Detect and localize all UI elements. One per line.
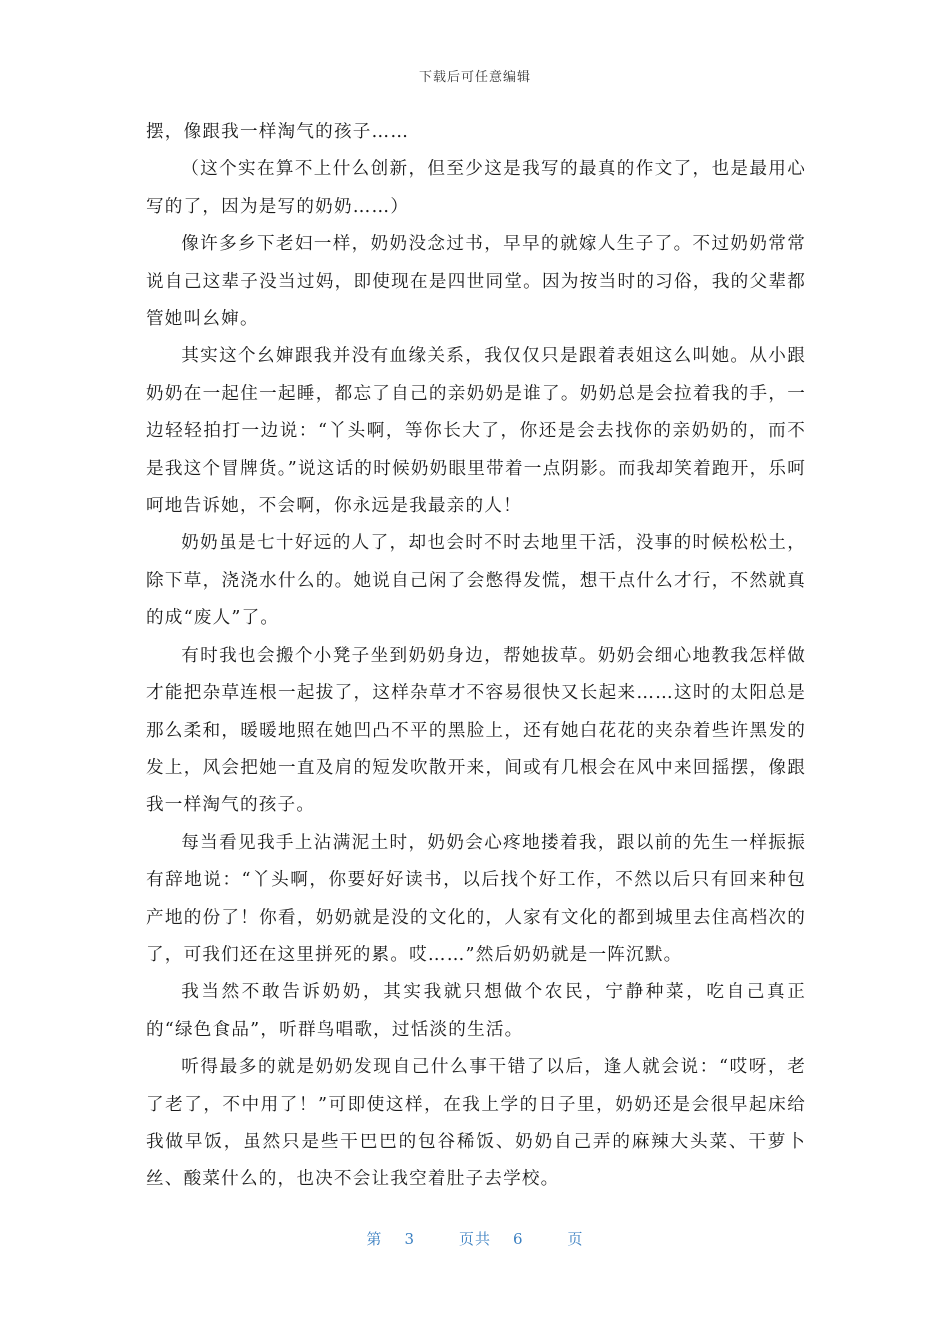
paragraph-2: （这个实在算不上什么创新，但至少这是我写的最真的作文了，也是最用心写的了，因为是写的奶奶……）	[146, 159, 806, 217]
footer-suffix: 页	[567, 1230, 584, 1248]
paragraph-6: 有时我也会搬个小凳子坐到奶奶身边，帮她拔草。奶奶会细心地教我怎样做才能把杂草连根一起拔了，这样杂草才不容易很快又长起来……这时的太阳总是那么柔和，暖暖地照在她凹凸不平的黑脸上，还有她白花花的夹杂着些许黑发的发上，风会把她一直及肩的短发吹散开来，间或有几根会在风中来回摇摆，像跟我一样淘气的孩子。	[146, 645, 806, 816]
document-body	[146, 114, 806, 1199]
footer-current-page: 3	[404, 1230, 415, 1248]
footer-middle: 页共	[458, 1230, 491, 1248]
paragraph-1: 摆，像跟我一样淘气的孩子……	[146, 122, 410, 142]
paragraph-7: 每当看见我手上沾满泥土时，奶奶会心疼地搂着我，跟以前的先生一样振振有辞地说：“丫头啊，你要好好读书，以后找个好工作，不然以后只有回来种包产地的份了！你看，奶奶就是没的文化的，人家有文化的都到城里去住高档次的了，可我们还在这里拼死的累。哎……”然后奶奶就是一阵沉默。	[146, 832, 806, 965]
paragraph-4: 其实这个幺婶跟我并没有血缘关系，我仅仅只是跟着表姐这么叫她。从小跟奶奶在一起住一起睡，都忘了自己的亲奶奶是谁了。奶奶总是会拉着我的手，一边轻轻拍打一边说：“丫头啊，等你长大了，你还是会去找你的亲奶奶的，而不是我这个冒牌货。”说这话的时候奶奶眼里带着一点阴影。而我却笑着跑开，乐呵呵地告诉她，不会啊，你永远是我最亲的人！	[146, 346, 806, 517]
paragraph-9: 听得最多的就是奶奶发现自己什么事干错了以后，逢人就会说：“哎呀，老了老了，不中用了！”可即使这样，在我上学的日子里，奶奶还是会很早起床给我做早饭，虽然只是些干巴巴的包谷稀饭、奶奶自己弄的麻辣大头菜、干萝卜丝、酸菜什么的，也决不会让我空着肚子去学校。	[146, 1057, 806, 1190]
footer-prefix: 第	[366, 1230, 383, 1248]
page-footer	[0, 1228, 950, 1249]
footer-total-pages: 6	[513, 1230, 524, 1248]
paragraph-5: 奶奶虽是七十好远的人了，却也会时不时去地里干活，没事的时候松松土，除下草，浇浇水什么的。她说自己闲了会憋得发慌，想干点什么才行，不然就真的成“废人”了。	[146, 533, 806, 629]
page-header: 下载后可任意编辑	[418, 70, 531, 85]
paragraph-8: 我当然不敢告诉奶奶，其实我就只想做个农民，宁静种菜，吃自己真正的“绿色食品”，听群鸟唱歌，过恬淡的生活。	[146, 982, 806, 1040]
paragraph-3: 像许多乡下老妇一样，奶奶没念过书，早早的就嫁人生子了。不过奶奶常常说自己这辈子没当过妈，即使现在是四世同堂。因为按当时的习俗，我的父辈都管她叫幺婶。	[146, 234, 806, 330]
